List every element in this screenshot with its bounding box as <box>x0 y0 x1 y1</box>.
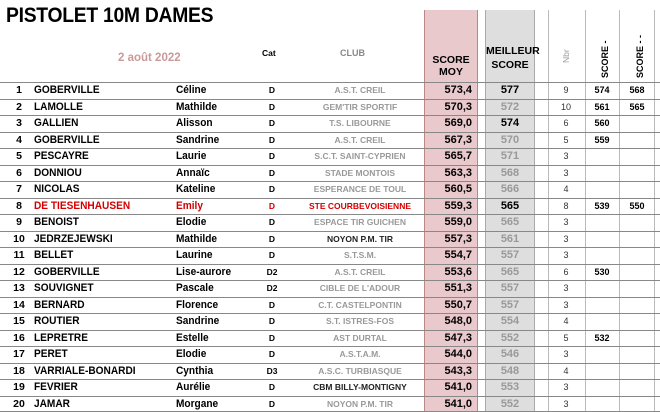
score-moy-cell: 563,3 <box>444 166 472 179</box>
club-cell: A.S.C. TURBIASQUE <box>318 365 402 376</box>
rank-cell: 4 <box>16 133 22 146</box>
table-row <box>0 363 660 380</box>
table-row <box>0 214 660 231</box>
score2-cell: 565 <box>629 101 645 112</box>
rank-cell: 6 <box>16 166 22 179</box>
category-cell: D <box>268 316 276 326</box>
last-name-cell: BERNARD <box>34 298 85 311</box>
best-score-cell: 568 <box>500 166 520 179</box>
category-cell: D <box>268 118 276 128</box>
nbr-cell: 5 <box>563 332 569 343</box>
first-name-cell: Mathilde <box>176 100 218 113</box>
last-name-cell: PESCAYRE <box>34 150 89 162</box>
table-row <box>0 231 660 248</box>
last-name-cell: DE TIESENHAUSEN <box>34 199 131 212</box>
category-cell: D <box>268 167 276 178</box>
table-row <box>0 148 660 165</box>
rank-cell: 11 <box>13 249 25 261</box>
category-cell: D <box>268 101 276 112</box>
best-score-header-line2: SCORE <box>491 59 529 71</box>
score2-header: SCORE - - <box>635 34 645 78</box>
club-cell: S.T. ISTRES-FOS <box>325 316 394 326</box>
nbr-cell: 3 <box>563 250 569 260</box>
date-label: 2 août 2022 <box>118 52 181 64</box>
table-row <box>0 280 660 297</box>
category-cell: D <box>268 151 276 161</box>
club-cell: NOYON P.M. TIR <box>327 233 393 244</box>
best-score-cell: 552 <box>500 331 520 344</box>
best-score-cell: 565 <box>500 199 520 212</box>
best-score-cell: 572 <box>500 100 520 113</box>
best-score-cell: 557 <box>500 249 520 261</box>
table-row <box>0 297 660 314</box>
first-name-cell: Annaïc <box>176 166 210 179</box>
best-score-cell: 553 <box>500 381 520 393</box>
table-row <box>0 181 660 198</box>
score-moy-cell: 554,7 <box>444 249 472 261</box>
score-moy-cell: 547,3 <box>444 331 472 344</box>
rank-cell: 20 <box>13 397 25 410</box>
first-name-cell: Sandrine <box>176 133 220 146</box>
rank-cell: 13 <box>13 282 25 294</box>
nbr-cell: 3 <box>563 167 569 178</box>
last-name-cell: BENOIST <box>34 216 79 228</box>
category-cell: D <box>268 299 276 310</box>
best-score-cell: 577 <box>500 84 520 96</box>
club-cell: NOYON P.M. TIR <box>327 398 393 409</box>
nbr-cell: 5 <box>563 134 569 145</box>
last-name-cell: JAMAR <box>34 397 70 410</box>
nbr-cell: 9 <box>563 85 569 95</box>
nbr-cell: 3 <box>563 233 569 244</box>
table-row <box>0 82 660 99</box>
club-cell: CIBLE DE L'ADOUR <box>319 283 401 293</box>
score-moy-cell: 573,4 <box>444 84 472 96</box>
club-cell: ESPERANCE DE TOUL <box>313 184 407 194</box>
rank-cell: 3 <box>16 117 22 129</box>
category-cell: D3 <box>266 365 278 376</box>
club-cell: A.S.T. CREIL <box>334 85 386 95</box>
category-cell: D <box>268 382 276 392</box>
club-cell: GEM'TIR SPORTIF <box>322 101 398 112</box>
best-score-cell: 574 <box>500 117 520 129</box>
rank-cell: 5 <box>16 150 22 162</box>
category-cell: D <box>268 200 276 211</box>
rank-cell: 14 <box>13 298 25 311</box>
score-moy-cell: 565,7 <box>444 150 472 162</box>
last-name-cell: LAMOLLE <box>34 100 83 113</box>
last-name-cell: GOBERVILLE <box>34 84 100 96</box>
rank-cell: 9 <box>16 216 22 228</box>
category-cell: D <box>268 250 276 260</box>
score1-cell: 574 <box>594 85 610 95</box>
club-cell: T.S. LIBOURNE <box>329 118 391 128</box>
last-name-cell: GOBERVILLE <box>34 265 100 278</box>
best-score-header <box>486 44 540 72</box>
club-cell: S.T.S.M. <box>343 250 377 260</box>
first-name-cell: Laurine <box>176 249 213 261</box>
club-cell: C.T. CASTELPONTIN <box>318 299 402 310</box>
first-name-cell: Elodie <box>176 216 207 228</box>
score1-cell: 530 <box>594 266 610 277</box>
table-row <box>0 115 660 132</box>
rank-cell: 10 <box>13 232 25 245</box>
best-score-cell: 546 <box>500 348 520 360</box>
first-name-cell: Estelle <box>176 331 209 344</box>
score-moy-header: SCORE MOY <box>432 54 470 78</box>
score-moy-cell: 550,7 <box>444 298 472 311</box>
score1-header: SCORE - <box>600 40 610 78</box>
results-table <box>0 82 660 412</box>
table-row <box>0 313 660 330</box>
club-cell: STE COURBEVOISIENNE <box>308 200 412 211</box>
best-score-cell: 557 <box>500 298 520 311</box>
last-name-cell: JEDRZEJEWSKI <box>34 232 113 245</box>
first-name-cell: Aurélie <box>176 381 211 393</box>
last-name-cell: NICOLAS <box>34 183 80 195</box>
best-score-cell: 571 <box>500 150 520 162</box>
score-moy-cell: 548,0 <box>444 315 472 327</box>
score-moy-cell: 570,3 <box>444 100 472 113</box>
table-row <box>0 165 660 182</box>
score2-cell: 550 <box>629 200 645 211</box>
score1-cell: 532 <box>594 332 610 343</box>
best-score-header-line1: MEILLEUR <box>486 45 540 57</box>
nbr-cell: 3 <box>563 398 569 409</box>
category-cell: D <box>268 332 276 343</box>
category-cell: D <box>268 184 276 194</box>
rank-cell: 17 <box>13 348 25 360</box>
category-cell: D <box>268 134 276 145</box>
score-moy-cell: 541,0 <box>444 397 472 410</box>
category-cell: D <box>268 398 276 409</box>
nbr-cell: 6 <box>563 118 569 128</box>
nbr-cell: 3 <box>563 151 569 161</box>
score2-cell: 568 <box>629 85 645 95</box>
first-name-cell: Kateline <box>176 183 216 195</box>
table-row <box>0 99 660 116</box>
table-row <box>0 132 660 149</box>
score-moy-cell: 557,3 <box>444 232 472 245</box>
first-name-cell: Cynthia <box>176 364 214 377</box>
last-name-cell: PERET <box>34 348 68 360</box>
first-name-cell: Elodie <box>176 348 207 360</box>
nbr-cell: 3 <box>563 382 569 392</box>
last-name-cell: ROUTIER <box>34 315 80 327</box>
last-name-cell: GALLIEN <box>34 117 79 129</box>
table-row <box>0 346 660 363</box>
score-moy-cell: 541,0 <box>444 381 472 393</box>
table-row <box>0 264 660 281</box>
rank-cell: 16 <box>13 331 25 344</box>
first-name-cell: Alisson <box>176 117 213 129</box>
last-name-cell: LEPRETRE <box>34 331 88 344</box>
score1-cell: 539 <box>594 200 610 211</box>
club-cell: STADE MONTOIS <box>324 167 396 178</box>
first-name-cell: Emily <box>176 199 204 212</box>
category-cell: D <box>268 217 276 227</box>
nbr-cell: 4 <box>563 365 569 376</box>
nbr-cell: 3 <box>563 217 569 227</box>
nbr-cell: 10 <box>560 101 571 112</box>
club-cell: S.C.T. SAINT-CYPRIEN <box>314 151 406 161</box>
category-cell: D2 <box>266 266 278 277</box>
last-name-cell: GOBERVILLE <box>34 133 100 146</box>
score-moy-cell: 567,3 <box>444 133 472 146</box>
category-cell: D2 <box>266 283 278 293</box>
first-name-cell: Sandrine <box>176 315 220 327</box>
nbr-cell: 3 <box>563 283 569 293</box>
table-row <box>0 396 660 412</box>
club-cell: A.S.T. CREIL <box>334 134 386 145</box>
rank-cell: 8 <box>16 199 22 212</box>
nbr-header: Nbr <box>561 49 571 63</box>
first-name-cell: Morgane <box>176 397 219 410</box>
nbr-cell: 3 <box>563 299 569 310</box>
last-name-cell: BELLET <box>34 249 74 261</box>
rank-cell: 1 <box>16 84 22 96</box>
club-cell: ESPACE TIR GUICHEN <box>314 217 406 227</box>
last-name-cell: FEVRIER <box>34 381 78 393</box>
nbr-cell: 4 <box>563 316 569 326</box>
score1-cell: 560 <box>594 118 610 128</box>
first-name-cell: Lise-aurore <box>176 265 232 278</box>
nbr-cell: 6 <box>563 266 569 277</box>
best-score-cell: 565 <box>500 265 520 278</box>
score-moy-cell: 560,5 <box>444 183 472 195</box>
rank-cell: 12 <box>13 265 25 278</box>
last-name-cell: DONNIOU <box>34 166 82 179</box>
score-moy-cell: 553,6 <box>444 265 472 278</box>
club-cell: A.S.T.A.M. <box>339 349 381 359</box>
table-row <box>0 330 660 347</box>
best-score-cell: 557 <box>500 282 520 294</box>
first-name-cell: Pascale <box>176 282 214 294</box>
table-row <box>0 198 660 215</box>
score-moy-cell: 569,0 <box>444 117 472 129</box>
best-score-cell: 554 <box>500 315 520 327</box>
nbr-cell: 4 <box>563 184 569 194</box>
score-moy-cell: 559,0 <box>444 216 472 228</box>
nbr-cell: 3 <box>563 349 569 359</box>
category-cell: D <box>268 85 276 95</box>
best-score-cell: 565 <box>500 216 520 228</box>
club-cell: AST DURTAL <box>333 332 387 343</box>
rank-cell: 2 <box>16 100 22 113</box>
rank-cell: 19 <box>13 381 25 393</box>
last-name-cell: VARRIALE-BONARDI <box>34 364 136 377</box>
nbr-cell: 8 <box>563 200 569 211</box>
cat-header: Cat <box>262 48 276 58</box>
score-moy-cell: 543,3 <box>444 364 472 377</box>
score-moy-cell: 544,0 <box>444 348 472 360</box>
category-cell: D <box>268 349 276 359</box>
last-name-cell: SOUVIGNET <box>34 282 94 294</box>
best-score-cell: 561 <box>500 232 520 245</box>
table-row <box>0 379 660 396</box>
score-moy-cell: 559,3 <box>444 199 472 212</box>
category-cell: D <box>268 233 276 244</box>
rank-cell: 7 <box>16 183 22 195</box>
rank-cell: 15 <box>13 315 25 327</box>
table-row <box>0 247 660 264</box>
club-cell: A.S.T. CREIL <box>334 266 386 277</box>
score1-cell: 561 <box>594 101 610 112</box>
score1-cell: 559 <box>594 134 610 145</box>
club-header: CLUB <box>340 48 365 58</box>
score-moy-cell: 551,3 <box>444 282 472 294</box>
club-cell: CBM BILLY-MONTIGNY <box>313 382 407 392</box>
best-score-cell: 548 <box>500 364 520 377</box>
page-title: PISTOLET 10M DAMES <box>6 4 214 27</box>
first-name-cell: Mathilde <box>176 232 218 245</box>
best-score-cell: 566 <box>500 183 520 195</box>
rank-cell: 18 <box>13 364 25 377</box>
first-name-cell: Florence <box>176 298 219 311</box>
best-score-cell: 552 <box>500 397 520 410</box>
best-score-cell: 570 <box>500 133 520 146</box>
first-name-cell: Céline <box>176 84 207 96</box>
first-name-cell: Laurie <box>176 150 207 162</box>
